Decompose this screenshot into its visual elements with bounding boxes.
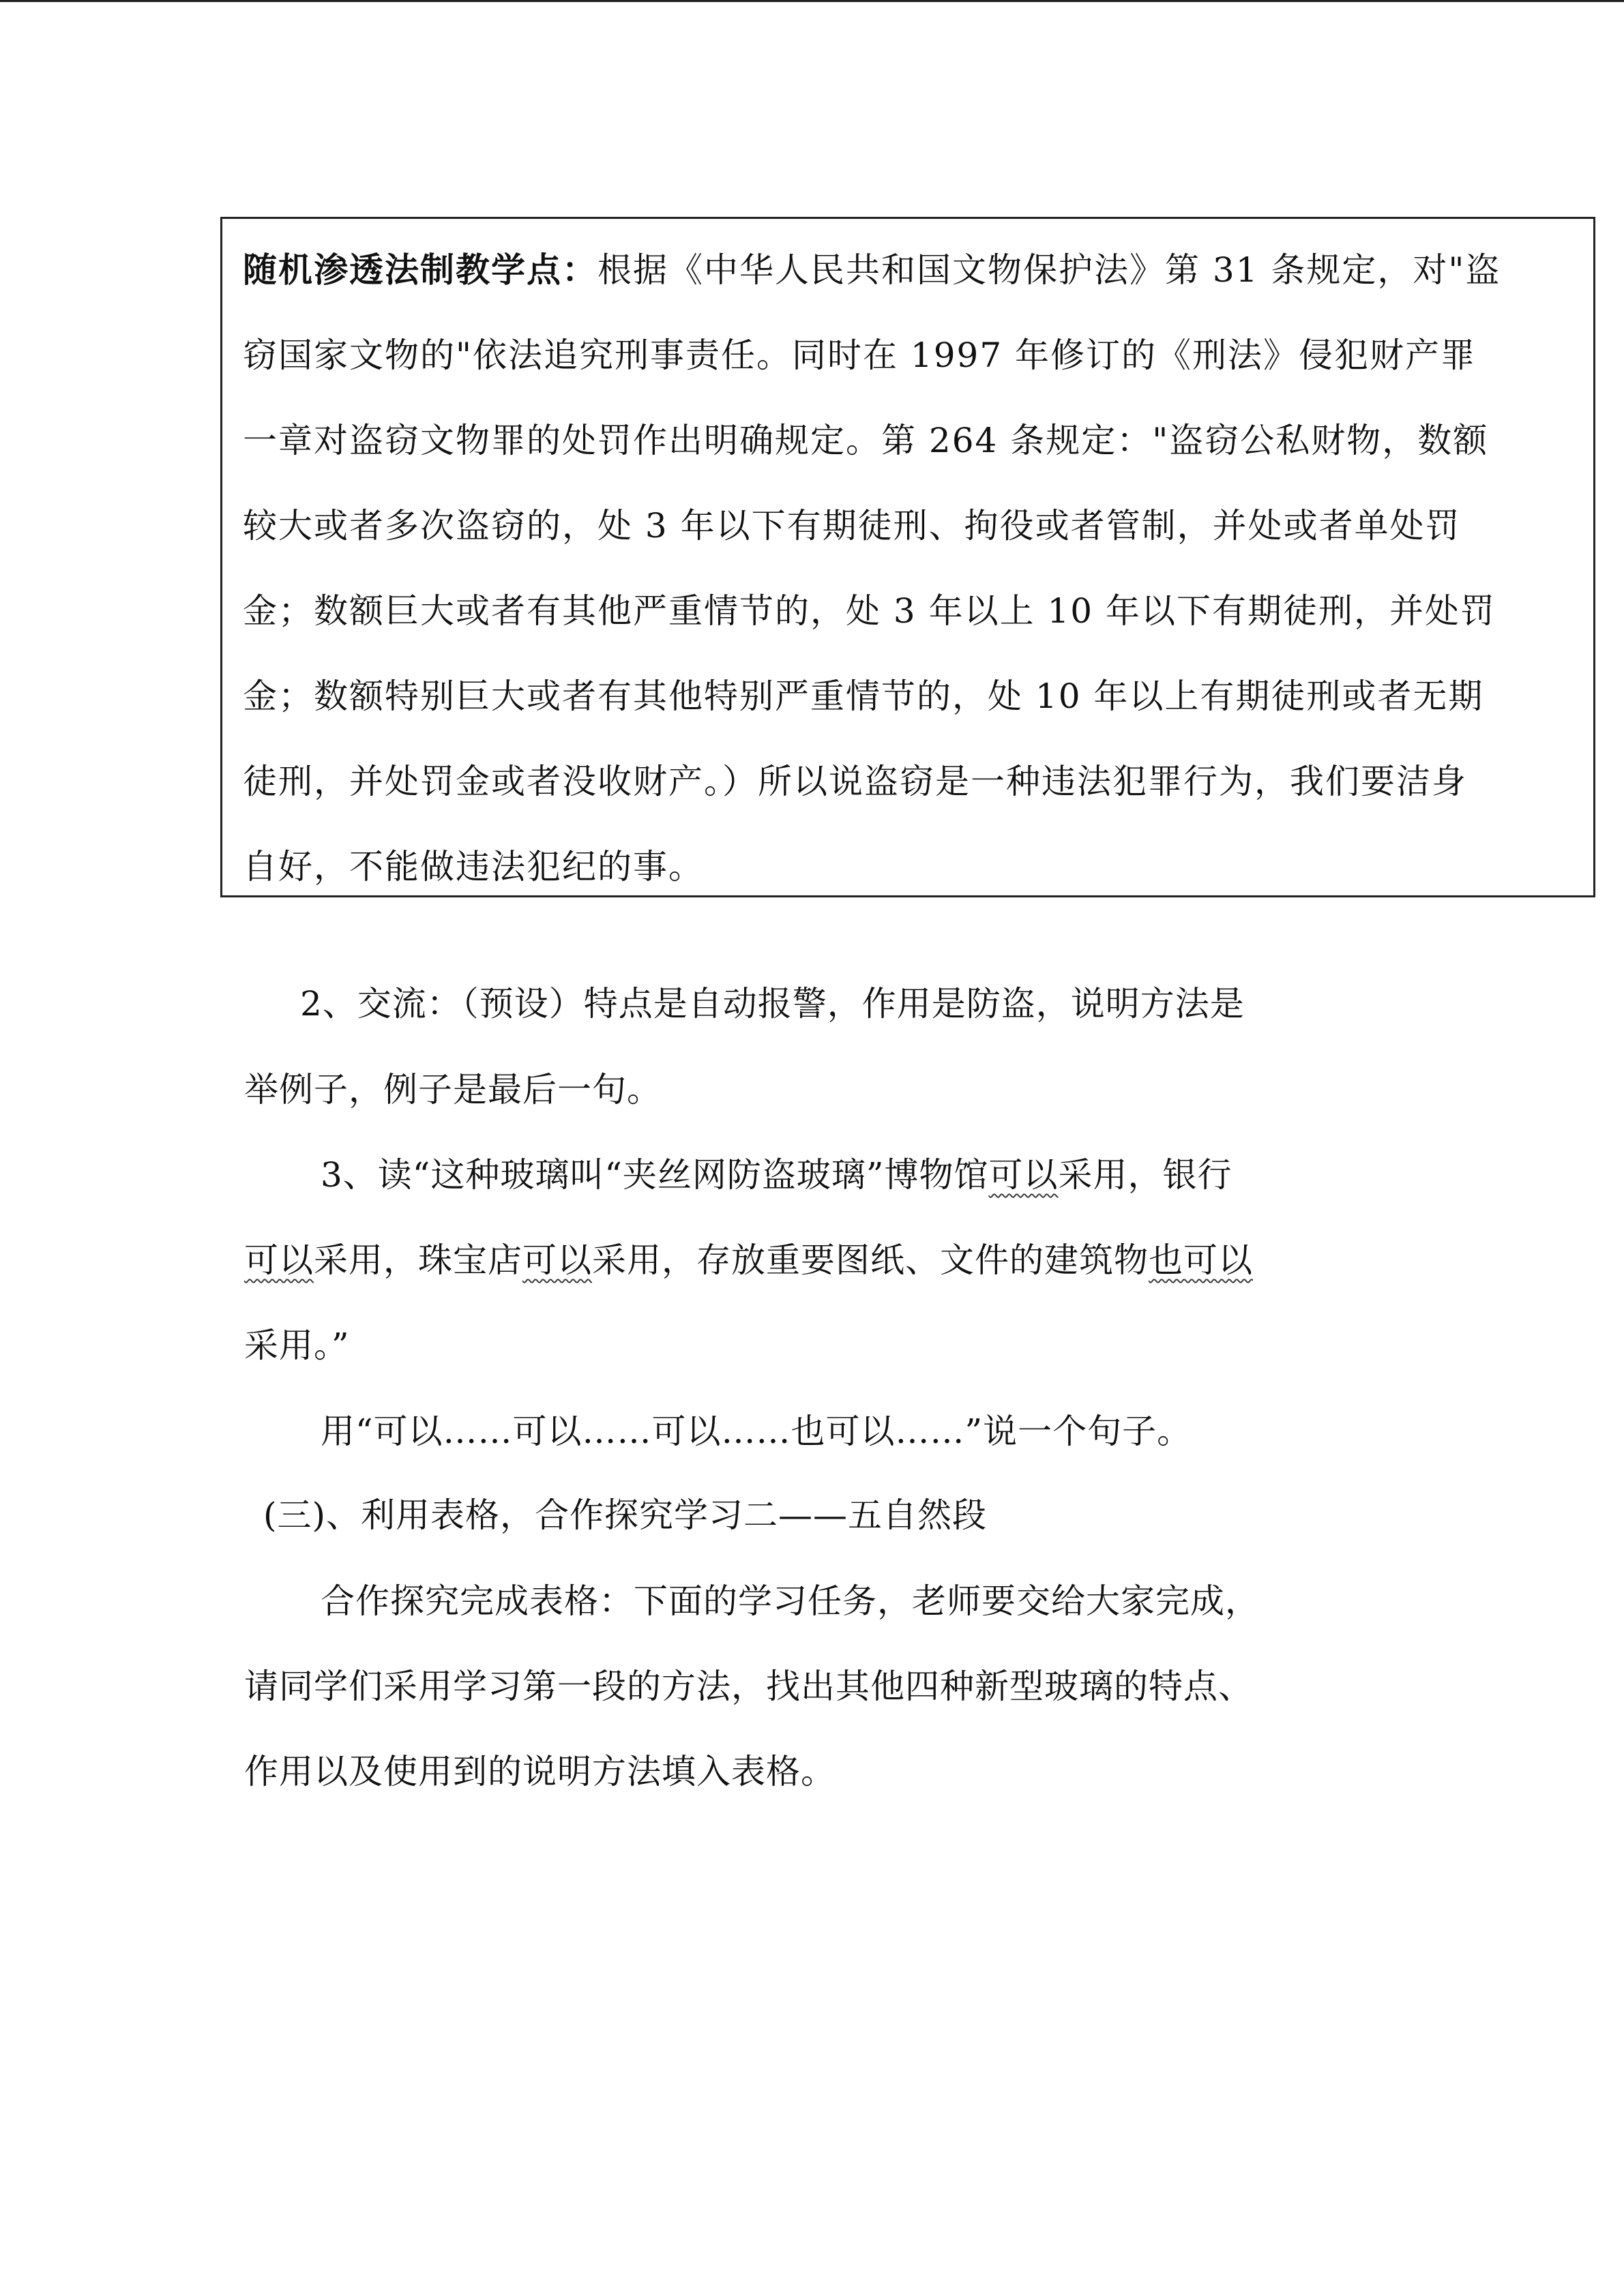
sentence-task: 用“可以……可以……可以……也可以……”说一个句子。 <box>321 1412 1192 1451</box>
wavy-underlined-phrase: 可以 <box>988 1155 1059 1195</box>
wavy-underlined-phrase: 可以 <box>244 1240 314 1280</box>
para3-line2: 可以采用，珠宝店可以采用，存放重要图纸、文件的建筑物也可以 <box>244 1240 1253 1280</box>
box-line-7: 徒刑，并处罚金或者没收财产。）所以说盗窃是一种违法犯罪行为，我们要洁身 <box>243 762 1467 801</box>
box-line-1: 随机渗透法制教学点：根据《中华人民共和国文物保护法》第 31 条规定，对"盗 <box>243 250 1501 290</box>
section3-heading: (三)、利用表格，合作探究学习二——五自然段 <box>263 1495 988 1535</box>
para3-line3: 采用。” <box>244 1326 350 1365</box>
para2-line2: 举例子，例子是最后一句。 <box>244 1070 662 1109</box>
table-task-line3: 作用以及使用到的说明方法填入表格。 <box>244 1752 836 1791</box>
wavy-underlined-phrase: 也可以 <box>1149 1240 1253 1280</box>
table-task-line1: 合作探究完成表格：下面的学习任务，老师要交给大家完成， <box>321 1581 1260 1621</box>
table-task-line2: 请同学们采用学习第一段的方法，找出其他四种新型玻璃的特点、 <box>244 1667 1253 1706</box>
box-line-6: 金；数额特别巨大或者有其他特别严重情节的，处 10 年以上有期徒刑或者无期 <box>243 676 1484 716</box>
top-border-line <box>0 0 1624 2</box>
box-line-2: 窃国家文物的"依法追究刑事责任。同时在 1997 年修订的《刑法》侵犯财产罪 <box>243 336 1477 375</box>
legal-education-box <box>220 217 1595 897</box>
box-line-8: 自好，不能做违法犯纪的事。 <box>243 847 704 886</box>
wavy-underlined-phrase: 可以 <box>522 1240 592 1280</box>
para3-line1: 3、读“这种玻璃叫“夹丝网防盗玻璃”博物馆可以采用，银行 <box>321 1155 1232 1195</box>
box-line-4: 较大或者多次盗窃的，处 3 年以下有期徒刑、拘役或者管制，并处或者单处罚 <box>243 506 1461 546</box>
box-line-3: 一章对盗窃文物罪的处罚作出明确规定。第 264 条规定："盗窃公私财物，数额 <box>243 421 1489 460</box>
box-line-5: 金；数额巨大或者有其他严重情节的，处 3 年以上 10 年以下有期徒刑，并处罚 <box>243 591 1496 631</box>
para2-line1: 2、交流：（预设）特点是自动报警，作用是防盗，说明方法是 <box>300 984 1245 1024</box>
box-heading: 随机渗透法制教学点： <box>243 250 597 290</box>
